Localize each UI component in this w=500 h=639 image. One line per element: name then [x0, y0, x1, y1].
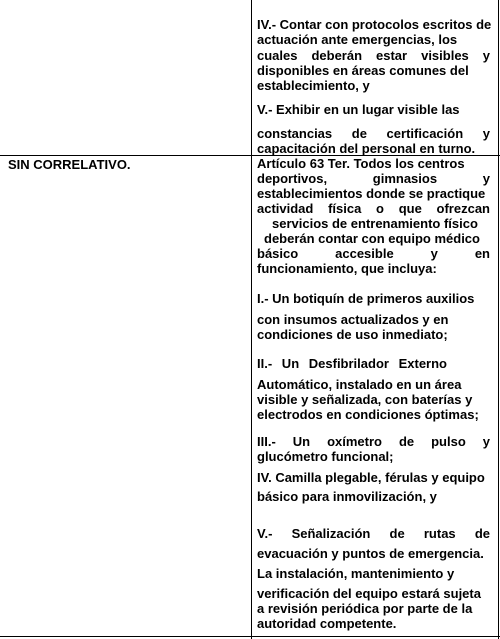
article-line-7: básico accesible y en: [257, 246, 490, 261]
table-border-bottom: [0, 636, 500, 637]
prev-iv-line-1: IV.- Contar con protocolos escritos de: [257, 17, 492, 32]
item-iii-line-2: glucómetro funcional;: [257, 449, 394, 464]
item-i-line-1: I.- Un botiquín de primeros auxilios: [257, 291, 475, 306]
item-v-line-1: V.- Señalización de rutas de: [257, 526, 490, 541]
closing-line-2: verificación del equipo estará sujeta: [257, 586, 481, 601]
item-i-line-3: condiciones de uso inmediato;: [257, 327, 448, 342]
prev-iv-line-5: establecimiento, y: [257, 78, 370, 93]
prev-iv-line-4: disponibles en áreas comunes del: [257, 63, 469, 78]
item-iii-line-1: III.- Un oxímetro de pulso y: [257, 434, 490, 449]
article-line-1: Artículo 63 Ter. Todos los centros: [257, 156, 465, 171]
item-iv-line-2: básico para inmovilización, y: [257, 489, 437, 504]
article-line-5: servicios de entrenamiento físico: [272, 216, 478, 231]
closing-line-1: La instalación, mantenimiento y: [257, 566, 455, 581]
closing-line-4: autoridad competente.: [257, 616, 397, 631]
article-line-3: establecimientos donde se practique: [257, 186, 486, 201]
prev-v-line-3: capacitación del personal en turno.: [257, 141, 476, 156]
table-border-right: [498, 0, 499, 639]
prev-v-line-1: V.- Exhibir en un lugar visible las: [257, 102, 460, 117]
prev-iv-line-2: actuación ante emergencias, los: [257, 32, 458, 47]
article-line-4: actividad física o que ofrezcan: [257, 201, 490, 216]
article-line-8: funcionamiento, que incluya:: [257, 261, 437, 276]
item-iv-line-1: IV. Camilla plegable, férulas y equipo: [257, 470, 485, 485]
item-v-line-2: evacuación y puntos de emergencia.: [257, 546, 484, 561]
prev-v-line-2: constancias de certificación y: [257, 126, 490, 141]
article-line-6: deberán contar con equipo médico: [264, 231, 480, 246]
item-i-line-2: con insumos actualizados y en: [257, 312, 449, 327]
article-line-2: deportivos, gimnasios y: [257, 171, 490, 186]
left-cell-label: SIN CORRELATIVO.: [8, 157, 131, 172]
item-ii-line-3: visible y señalizada, con baterías y: [257, 392, 473, 407]
item-ii-line-2: Automático, instalado en un área: [257, 377, 462, 392]
item-ii-line-1: II.- Un Desfibrilador Externo: [257, 356, 447, 371]
item-ii-line-4: electrodos en condiciones óptimas;: [257, 407, 479, 422]
closing-line-3: a revisión periódica por parte de la: [257, 601, 473, 616]
prev-iv-line-3: cuales deberán estar visibles y: [257, 48, 490, 63]
table-divider-vertical: [251, 0, 252, 639]
